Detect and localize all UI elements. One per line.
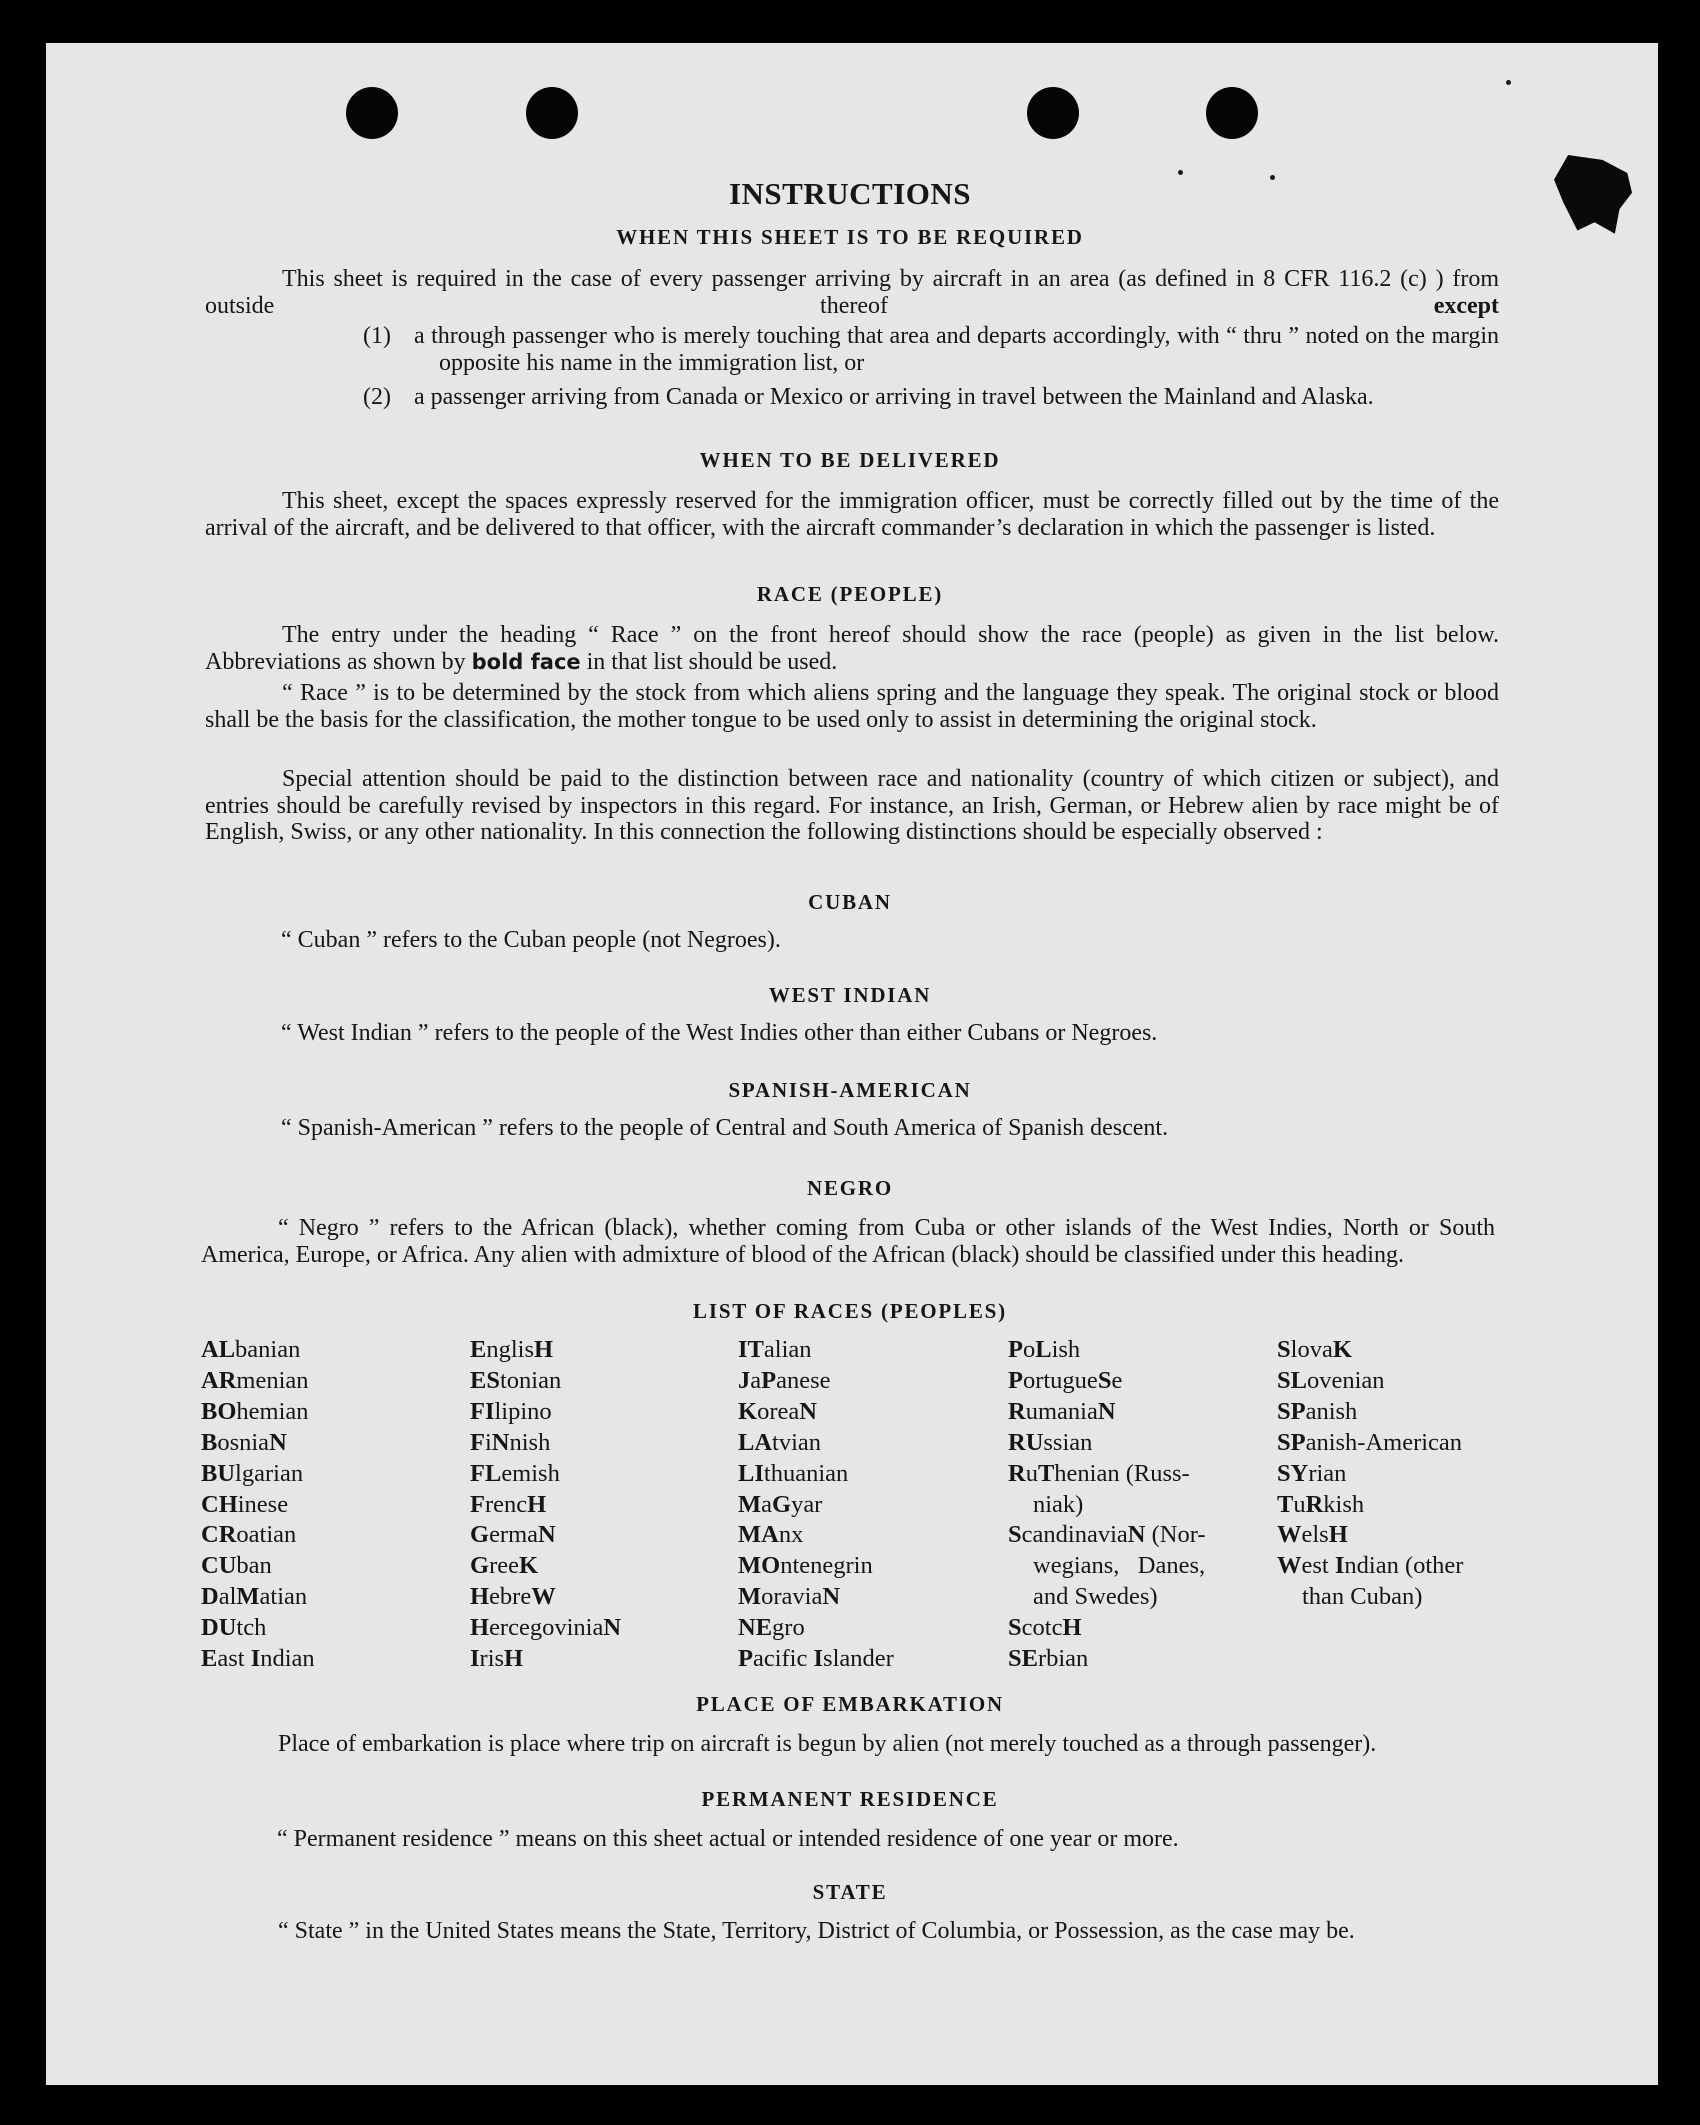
races-column-5 [1277,1335,1463,1613]
state-text: “ State ” in the United States means the State, Territory, District of Columbia, or Possession, as the case may be. [278,1918,1355,1944]
race-entry: FrencH [470,1490,547,1518]
race-entry: ScandinaviaN (Nor- [1008,1521,1206,1549]
races-column-4 [1008,1335,1206,1675]
race-entry: KoreaN [738,1397,817,1425]
exception-item-2: (2) a passenger arriving from Canada or Mexico or arriving in travel between the Mainland and Alaska. [363,384,1374,410]
place-of-embarkation-heading: PLACE OF EMBARKATION [696,1692,1004,1716]
race-entry-continued: and Swedes) [1033,1583,1158,1611]
race-entry: LIthuanian [738,1459,849,1487]
list-of-races-heading: LIST OF RACES (PEOPLES) [693,1299,1007,1323]
race-heading: RACE (PEOPLE) [756,582,944,606]
race-entry: CHinese [201,1490,289,1518]
race-entry: RuThenian (Russ- [1008,1459,1190,1487]
races-column-2 [470,1335,621,1675]
race-entry: Pacific Islander [738,1645,894,1673]
spanish-american-heading: SPANISH-AMERICAN [728,1078,972,1102]
race-entry: SLovenian [1277,1366,1385,1394]
west-indian-text: “ West Indian ” refers to the people of the West Indies other than either Cubans or Negroes. [281,1020,1158,1046]
race-entry: ARmenian [201,1366,309,1394]
cuban-heading: CUBAN [808,890,892,914]
race-entry: East Indian [201,1645,315,1673]
race-entry: BosniaN [201,1428,287,1456]
negro-text: “ Negro ” refers to the African (black), whether coming from Cuba or other islands of the West Indies, North or South America, Europe, or Africa. Any alien with admixture of blood of the African (black) should be classified under this heading. [201,1215,1495,1268]
race-paragraph-1: The entry under the heading “ Race ” on the front hereof should show the race (people) as given in the list below. Abbreviations as shown by bold face in that list should be used. [205,622,1499,675]
cuban-text: “ Cuban ” refers to the Cuban people (not Negroes). [281,927,781,953]
west-indian-heading: WEST INDIAN [768,983,932,1007]
race-entry: MoraviaN [738,1583,841,1611]
when-delivered-text: This sheet, except the spaces expressly reserved for the immigration officer, must be correctly filled out by the time of the arrival of the aircraft, and be delivered to that officer, with the aircraft commander’s declaration in which the passenger is listed. [205,488,1499,541]
exception-item-1: (1) a through passenger who is merely touching that area and departs accordingly, with “ thru ” noted on the margin opposite his name in the immigration list, or [363,323,1499,376]
race-entry: LAtvian [738,1428,822,1456]
race-entry: FiNnish [470,1428,551,1456]
races-column-1 [201,1335,315,1675]
race-entry: ITalian [738,1336,812,1363]
race-entry: GreeK [470,1552,539,1580]
race-entry: HebreW [470,1583,556,1611]
race-entry: GermaN [470,1521,556,1549]
races-column-3 [738,1335,894,1675]
race-entry: PortugueSe [1008,1366,1123,1394]
race-entry: FIlipino [470,1397,552,1425]
race-entry: PoLish [1008,1336,1081,1363]
race-entry: ScotcH [1008,1614,1082,1642]
page-title: INSTRUCTIONS [728,176,971,211]
race-entry: DUtch [201,1614,267,1642]
when-required-intro: This sheet is required in the case of every passenger arriving by aircraft in an area (as defined in 8 CFR 116.2 (c) ) from outside thereof except [205,266,1499,319]
race-entry: WelsH [1277,1521,1348,1549]
race-entry: SPanish-American [1277,1428,1463,1456]
race-entry: SlovaK [1277,1336,1352,1363]
permanent-residence-text: “ Permanent residence ” means on this sheet actual or intended residence of one year or more. [277,1826,1179,1852]
when-delivered-heading: WHEN TO BE DELIVERED [699,448,1001,472]
negro-heading: NEGRO [806,1176,893,1200]
race-paragraph-2: “ Race ” is to be determined by the stock from which aliens spring and the language they speak. The original stock or blood shall be the basis for the classification, the mother tongue to be used only to assist in determining the original stock. [205,680,1499,733]
spanish-american-text: “ Spanish-American ” refers to the people of Central and South America of Spanish descent. [281,1115,1169,1141]
race-entry: JaPanese [738,1366,831,1394]
race-entry: CRoatian [201,1521,297,1549]
race-entry: MAnx [738,1521,804,1549]
race-entry: CUban [201,1552,272,1580]
race-entry-continued: niak) [1033,1490,1084,1518]
race-entry: NEgro [738,1614,805,1642]
race-entry: SPanish [1277,1397,1358,1425]
race-entry: MOntenegrin [738,1552,873,1580]
race-entry: RumaniaN [1008,1397,1116,1425]
race-entry: SErbian [1008,1645,1089,1673]
race-entry: IrisH [470,1645,524,1673]
race-entry: FLemish [470,1459,560,1487]
race-entry: TuRkish [1277,1490,1365,1518]
when-required-heading: WHEN THIS SHEET IS TO BE REQUIRED [616,225,1084,249]
race-entry: ALbanian [201,1336,301,1363]
race-entry: RUssian [1008,1428,1093,1456]
race-entry: SYrian [1277,1459,1347,1487]
state-heading: STATE [812,1880,888,1904]
race-entry: EStonian [470,1366,562,1394]
race-entry-continued: than Cuban) [1302,1583,1423,1611]
race-entry: EnglisH [470,1336,554,1363]
race-entry: BUlgarian [201,1459,304,1487]
race-paragraph-3: Special attention should be paid to the distinction between race and nationality (country of which citizen or subject), and entries should be carefully revised by inspectors in this regard. For instance, an Irish, German, or Hebrew alien by race might be of English, Swiss, or any other nationality. In this connection the following distinctions should be especially observed : [205,766,1499,845]
race-entry-continued: wegians, Danes, [1033,1552,1206,1580]
race-entry: DalMatian [201,1583,308,1611]
permanent-residence-heading: PERMANENT RESIDENCE [701,1787,999,1811]
race-entry: MaGyar [738,1490,823,1518]
place-of-embarkation-text: Place of embarkation is place where trip on aircraft is begun by alien (not merely touched as a through passenger). [278,1731,1377,1757]
race-entry: BOhemian [201,1397,309,1425]
race-entry: HercegoviniaN [470,1614,622,1642]
race-entry: West Indian (other [1277,1552,1464,1580]
